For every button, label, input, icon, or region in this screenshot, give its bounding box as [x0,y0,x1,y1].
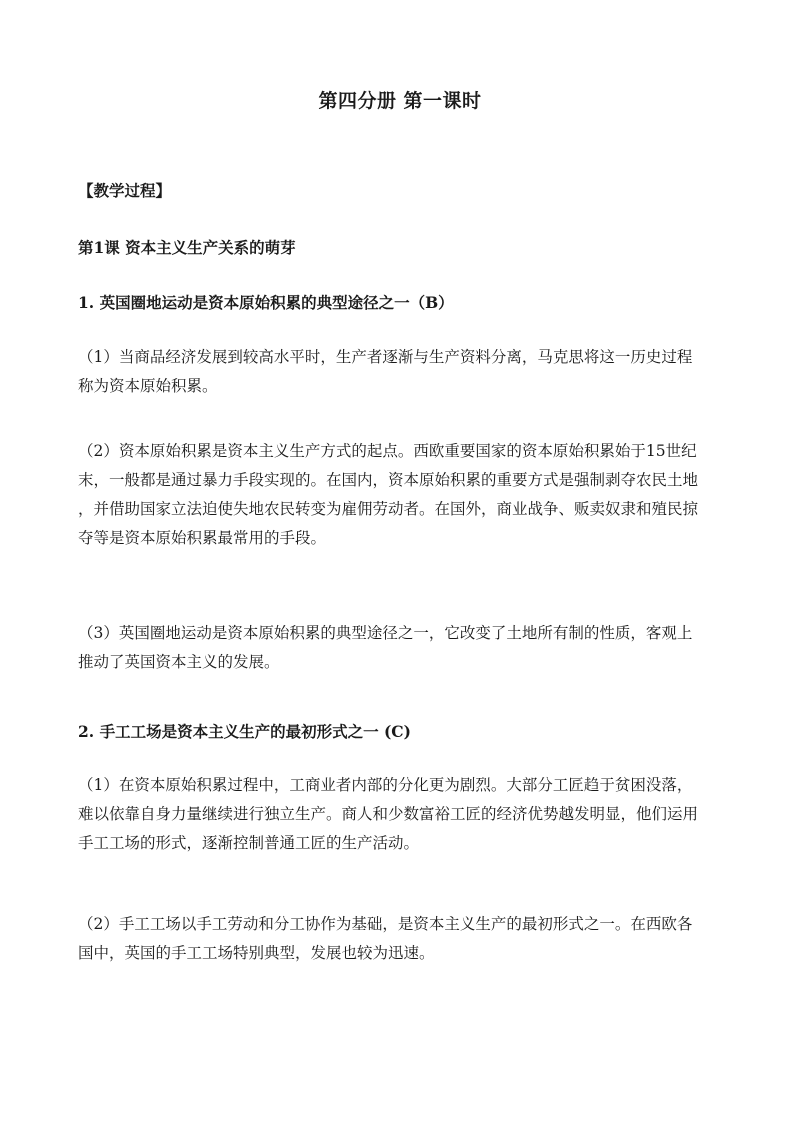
paragraph-line: 手工工场的形式，逐渐控制普通工匠的生产活动。 [78,834,420,852]
paragraph-line: 末，一般都是通过暴力手段实现的。在国内，资本原始积累的重要方式是强制剥夺农民土地 [78,471,699,489]
section-label: 【教学过程】 [78,181,172,200]
lesson-title: 第1课 资本主义生产关系的萌芽 [78,238,296,257]
page-title: 第四分册 第一课时 [318,90,482,112]
topic1-paragraph-3 [78,619,724,677]
paragraph-line: （2）手工工场以手工劳动和分工协作为基础，是资本主义生产的最初形式之一。在西欧各 [78,915,693,933]
paragraph-line: 推动了英国资本主义的发展。 [78,653,280,671]
topic2-heading: 2. 手工工场是资本主义生产的最初形式之一 (C) [78,722,411,741]
topic2-paragraph-1 [78,771,724,858]
topic1-paragraph-1 [78,343,724,401]
topic1-heading: 1. 英国圈地运动是资本原始积累的典型途径之一（B） [78,293,454,312]
paragraph-line: （1）当商品经济发展到较高水平时，生产者逐渐与生产资料分离，马克思将这一历史过程 [78,348,693,366]
paragraph-line: （3）英国圈地运动是资本原始积累的典型途径之一，它改变了土地所有制的性质，客观上 [78,624,693,642]
topic1-paragraph-2 [78,437,724,553]
paragraph-line: 夺等是资本原始积累最常用的手段。 [78,529,327,547]
paragraph-line: ，并借助国家立法迫使失地农民转变为雇佣劳动者。在国外，商业战争、贩卖奴隶和殖民掠 [78,500,699,518]
paragraph-line: （1）在资本原始积累过程中，工商业者内部的分化更为剧烈。大部分工匠趋于贫困没落， [78,776,693,794]
paragraph-line: （2）资本原始积累是资本主义生产方式的起点。西欧重要国家的资本原始积累始于15世纪 [78,442,697,460]
topic2-paragraph-2 [78,910,724,968]
paragraph-line: 国中，英国的手工工场特别典型，发展也较为迅速。 [78,944,435,962]
paragraph-line: 称为资本原始积累。 [78,377,218,395]
paragraph-line: 难以依靠自身力量继续进行独立生产。商人和少数富裕工匠的经济优势越发明显，他们运用 [78,805,699,823]
